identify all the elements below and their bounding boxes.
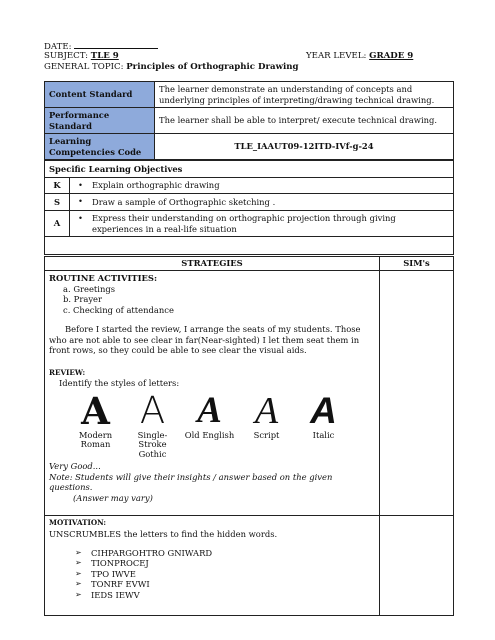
letter-style-item [67, 388, 124, 460]
review-instruction: Identify the styles of letters: [59, 378, 180, 388]
letter-style-item [181, 389, 238, 460]
objective-text: • Express their understanding on orthographic projection through giving experiences in a real-life situation [70, 211, 454, 237]
objective-row [45, 211, 454, 237]
performance-standard-row [45, 108, 454, 134]
modern-roman-glyph: A [81, 388, 110, 433]
content-standard-row [45, 82, 454, 108]
subject-value: TLE 9 [90, 51, 119, 61]
routine-list [49, 284, 375, 316]
year-level [306, 51, 413, 62]
topic-label: GENERAL TOPIC: [44, 62, 124, 72]
objectives-table [44, 160, 454, 255]
letter-style-item [124, 388, 181, 460]
single-stroke-glyph: A [139, 388, 166, 432]
note-text: Note: Students will give their insights / answer based on the given questions. [49, 471, 333, 492]
letter-style-name: Italic [312, 429, 335, 440]
date-label: DATE: [44, 42, 72, 52]
answer-text: (Answer may vary) [73, 492, 153, 503]
strategies-header: STRATEGIES [45, 257, 380, 271]
letter-style-item [238, 389, 295, 460]
sims-cell [380, 271, 454, 516]
script-glyph: A [254, 389, 279, 432]
list-item: ➢ TIONPROCEJ [49, 558, 375, 568]
performance-standard-value: The learner shall be able to interpret/ execute technical drawing. [155, 108, 454, 134]
spacer-row [45, 237, 454, 255]
letter-style-name: Modern Roman [78, 429, 113, 449]
routine-paragraph: Before I started the review, I arrange the seats of my students. Those who are not able to see clear in far(Near-sighted) I let them seat them in front rows, so they could be able to see clear the visual aids. [49, 324, 361, 355]
objective-text: • Explain orthographic drawing [70, 178, 454, 194]
old-english-glyph: A [197, 389, 222, 431]
routine-title: ROUTINE ACTIVITIES: [49, 273, 158, 283]
subject-row [44, 51, 454, 62]
letter-style-name: Single-Stroke Gothic [137, 429, 168, 459]
letter-style-name: Old English [184, 429, 235, 440]
date-row [44, 40, 454, 51]
objective-letter: K [45, 178, 70, 194]
sims-header: SIM's [380, 257, 454, 271]
list-item: ➢ TPO IWVE [49, 569, 375, 579]
motivation-title: MOTIVATION: [49, 518, 107, 527]
list-item: ➢ CIHPARGOHTRO GNIWARD [49, 548, 375, 558]
motivation-cell [45, 516, 380, 616]
competency-code: TLE_IAAUT09-12ITD-IVf-g-24 [155, 134, 454, 160]
objectives-title: Specific Learning Objectives [45, 161, 454, 178]
content-standard-value: The learner demonstrate an understanding of concepts and underlying principles of interpreting/drawing technical drawing. [155, 82, 454, 108]
objective-text: • Draw a sample of Orthographic sketching . [70, 194, 454, 211]
letter-styles [67, 388, 375, 460]
routine-review-cell [45, 271, 380, 516]
motivation-instruction: UNSCRUMBLES the letters to find the hidden words. [49, 528, 278, 539]
objective-row [45, 178, 454, 194]
review-title: REVIEW: [49, 367, 86, 377]
subject-label: SUBJECT: [44, 51, 89, 61]
topic-row [44, 62, 454, 73]
competency-row [45, 134, 454, 160]
list-item: b. Prayer [63, 294, 103, 304]
date-blank-line [74, 40, 158, 49]
content-standard-label: Content Standard [45, 82, 155, 108]
topic-value: Principles of Orthographic Drawing [126, 62, 299, 72]
list-item: c. Checking of attendance [63, 304, 174, 315]
competency-label: Learning Competencies Code [45, 134, 155, 160]
strategies-table [44, 256, 454, 616]
document-header [44, 40, 454, 73]
performance-standard-label: Performance Standard [45, 108, 155, 134]
list-item: ➢ IEDS IEWV [49, 590, 375, 600]
year-label: YEAR LEVEL: [306, 51, 367, 61]
list-item: a. Greetings [63, 283, 116, 294]
objective-letter: S [45, 194, 70, 211]
year-value: GRADE 9 [369, 51, 414, 61]
letter-style-name: Script [253, 429, 280, 440]
letter-style-item [295, 389, 352, 460]
italic-glyph: A [310, 389, 337, 431]
standards-table [44, 81, 454, 160]
objective-letter: A [45, 211, 70, 237]
sims-cell [380, 516, 454, 616]
very-good-text: Very Good... [49, 461, 101, 471]
scrambled-words-list [49, 548, 375, 600]
objective-row [45, 194, 454, 211]
list-item: ➢ TONRF EVWI [49, 579, 375, 589]
